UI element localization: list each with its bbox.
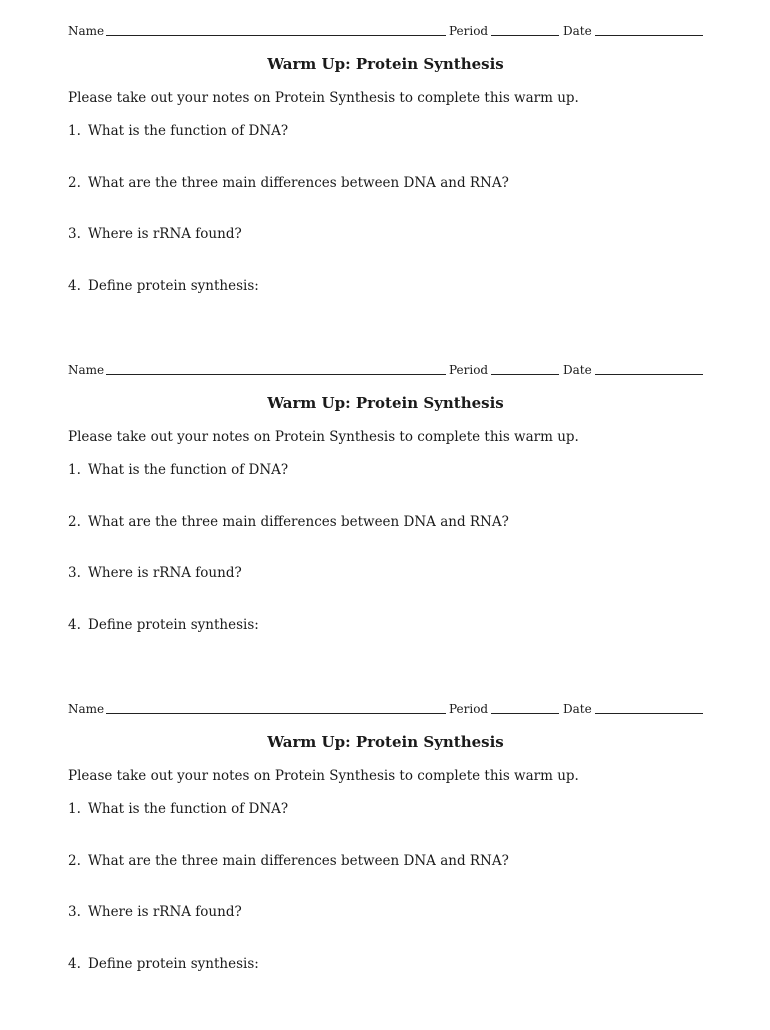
question-2 [68, 852, 509, 870]
period-label: Period [449, 24, 489, 38]
student-info-line [68, 700, 703, 718]
question-text: What are the three main differences between DNA and RNA? [88, 853, 509, 869]
question-2 [68, 174, 509, 192]
question-1 [68, 461, 288, 479]
date-label: Date [563, 363, 592, 377]
question-number: 3. [68, 565, 81, 581]
question-text: What are the three main differences between DNA and RNA? [88, 514, 509, 530]
question-4 [68, 277, 259, 295]
question-number: 1. [68, 801, 81, 817]
name-blank-line [106, 700, 446, 714]
question-number: 3. [68, 226, 81, 242]
question-4 [68, 616, 259, 634]
question-3 [68, 564, 242, 582]
period-blank-line [491, 22, 559, 36]
worksheet-instructions: Please take out your notes on Protein Synthesis to complete this warm up. [68, 768, 579, 784]
warm-up-sheet-1 [68, 22, 703, 352]
question-1 [68, 800, 288, 818]
question-number: 2. [68, 853, 81, 869]
question-text: Define protein synthesis: [88, 617, 259, 633]
question-1 [68, 122, 288, 140]
question-text: What is the function of DNA? [88, 462, 289, 478]
date-blank-line [595, 700, 703, 714]
period-label: Period [449, 702, 489, 716]
name-label: Name [68, 363, 105, 377]
date-label: Date [563, 24, 592, 38]
question-text: Define protein synthesis: [88, 956, 259, 972]
question-text: What is the function of DNA? [88, 801, 289, 817]
worksheet-title: Warm Up: Protein Synthesis [267, 55, 504, 73]
student-info-line [68, 22, 703, 40]
period-label: Period [449, 363, 489, 377]
question-text: What is the function of DNA? [88, 123, 289, 139]
warm-up-sheet-2 [68, 361, 703, 691]
question-number: 4. [68, 956, 81, 972]
date-blank-line [595, 361, 703, 375]
question-3 [68, 225, 242, 243]
warm-up-sheet-3 [68, 700, 703, 1030]
question-text: Define protein synthesis: [88, 278, 259, 294]
question-number: 1. [68, 123, 81, 139]
student-info-line [68, 361, 703, 379]
period-blank-line [491, 700, 559, 714]
worksheet-title: Warm Up: Protein Synthesis [267, 733, 504, 751]
question-number: 4. [68, 278, 81, 294]
question-text: Where is rRNA found? [88, 565, 242, 581]
question-number: 2. [68, 175, 81, 191]
question-3 [68, 903, 242, 921]
question-text: Where is rRNA found? [88, 904, 242, 920]
question-4 [68, 955, 259, 973]
worksheet-title: Warm Up: Protein Synthesis [267, 394, 504, 412]
name-label: Name [68, 702, 105, 716]
question-text: What are the three main differences between DNA and RNA? [88, 175, 509, 191]
question-2 [68, 513, 509, 531]
date-blank-line [595, 22, 703, 36]
name-blank-line [106, 22, 446, 36]
worksheet-instructions: Please take out your notes on Protein Synthesis to complete this warm up. [68, 429, 579, 445]
name-label: Name [68, 24, 105, 38]
question-number: 3. [68, 904, 81, 920]
name-blank-line [106, 361, 446, 375]
question-number: 1. [68, 462, 81, 478]
question-text: Where is rRNA found? [88, 226, 242, 242]
period-blank-line [491, 361, 559, 375]
question-number: 2. [68, 514, 81, 530]
date-label: Date [563, 702, 592, 716]
question-number: 4. [68, 617, 81, 633]
worksheet-instructions: Please take out your notes on Protein Synthesis to complete this warm up. [68, 90, 579, 106]
